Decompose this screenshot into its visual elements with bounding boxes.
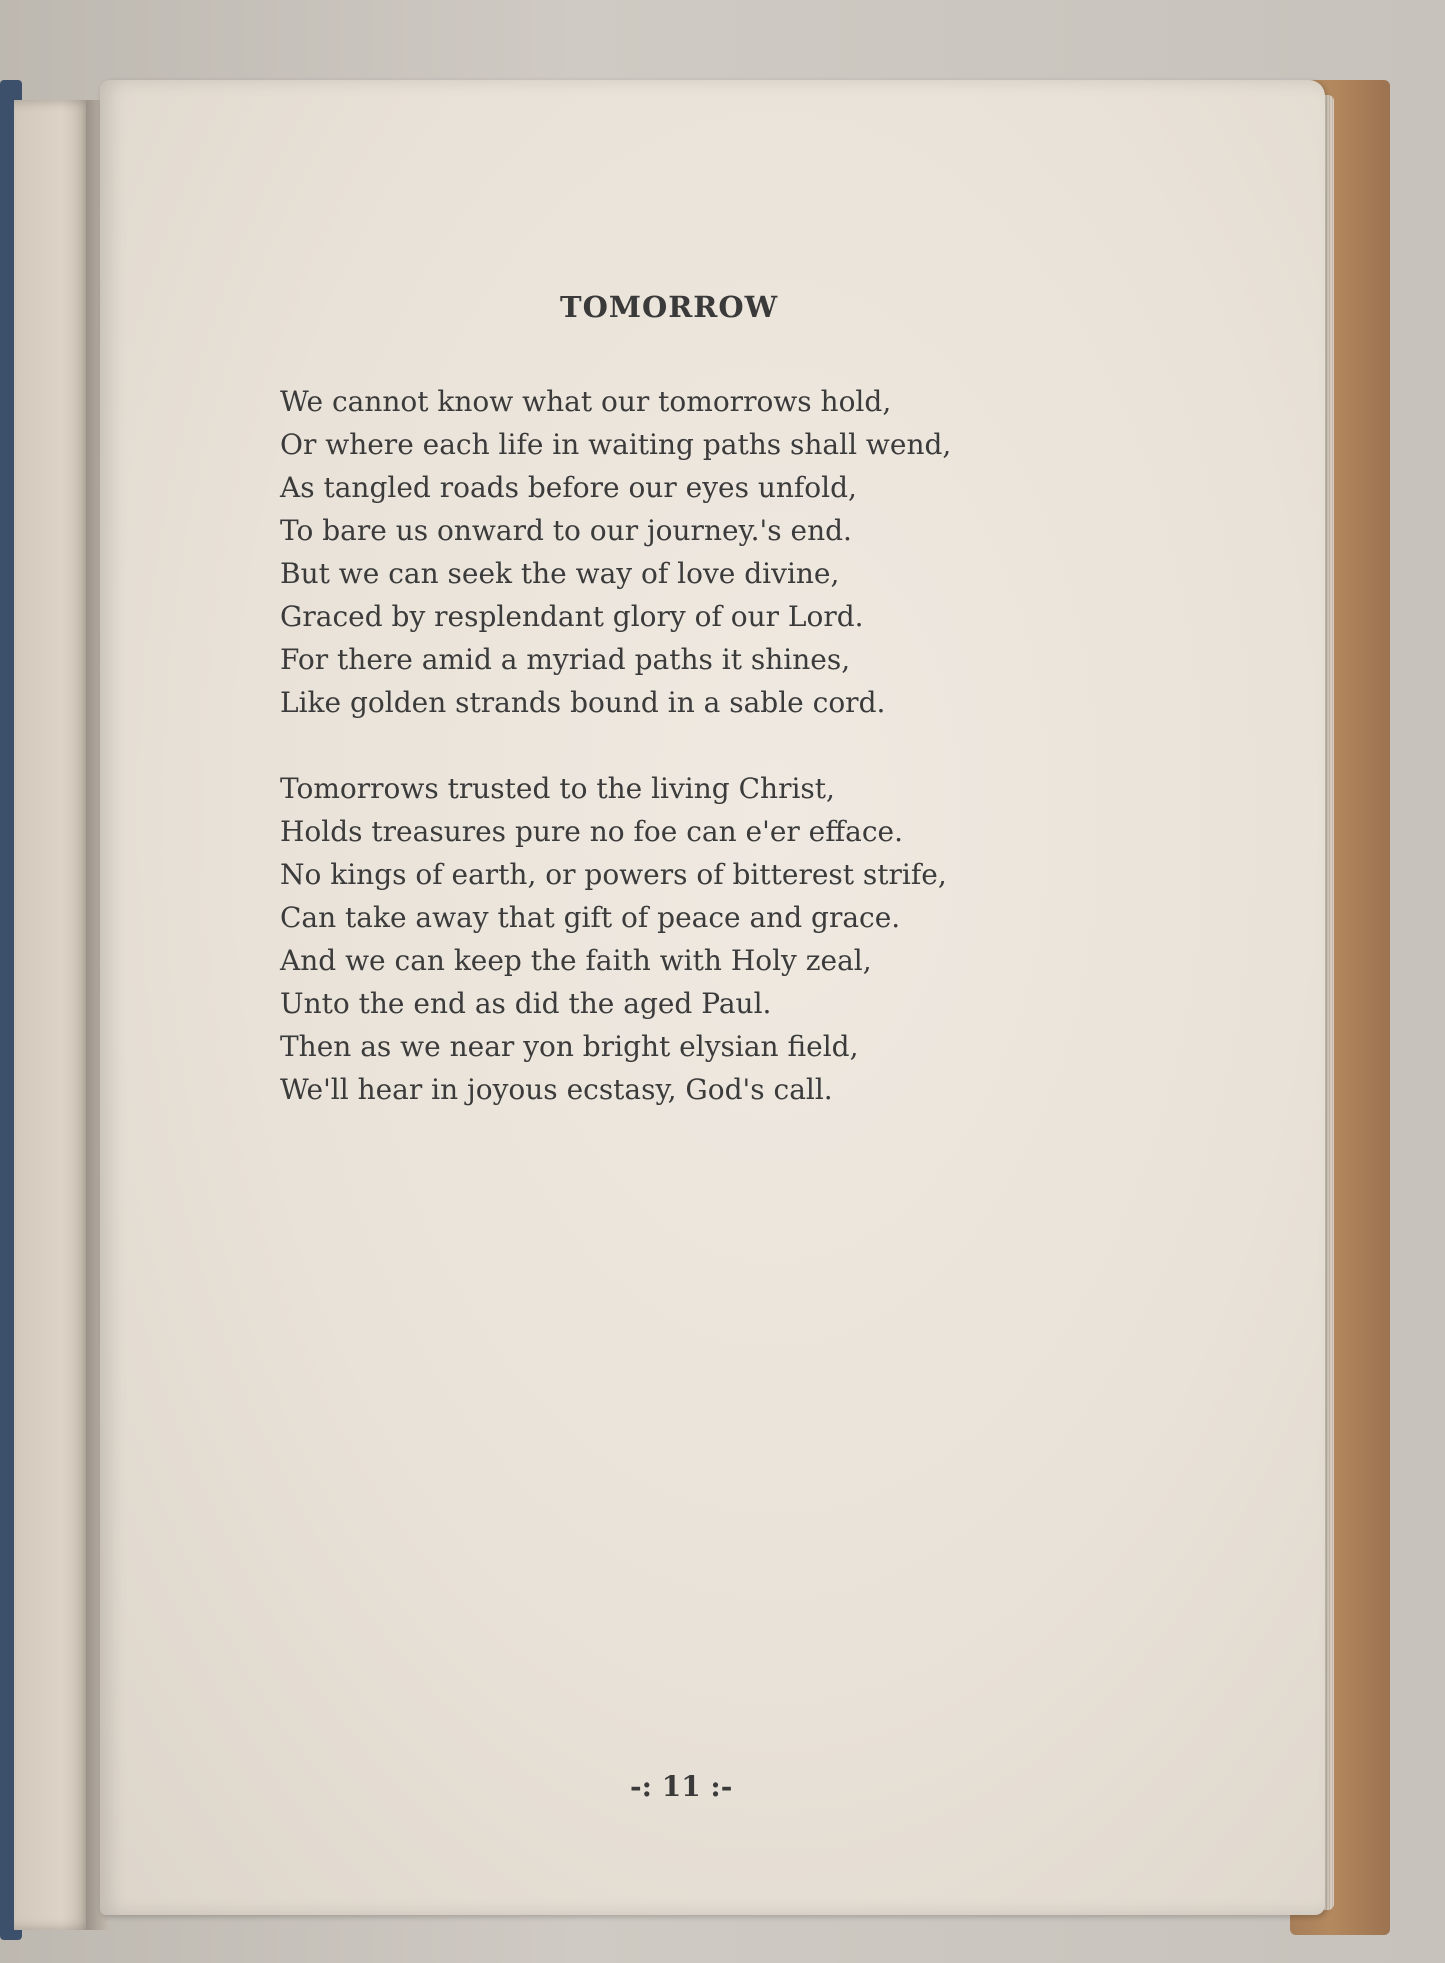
poem-line: Tomorrows trusted to the living Christ, — [280, 772, 835, 805]
poem-line: Like golden strands bound in a sable cord. — [280, 686, 886, 719]
poem-line: But we can seek the way of love divine, — [280, 557, 840, 590]
stanza-2 — [280, 767, 947, 1111]
left-page-edge — [14, 100, 94, 1930]
poem-line: Holds treasures pure no foe can e'er efface. — [280, 815, 903, 848]
poem-line: As tangled roads before our eyes unfold, — [280, 471, 857, 504]
page-number: -: 11 :- — [630, 1770, 733, 1803]
poem-line: Then as we near yon bright elysian field, — [280, 1030, 859, 1063]
poem-line: Graced by resplendant glory of our Lord. — [280, 600, 864, 633]
poem-line: And we can keep the faith with Holy zeal, — [280, 944, 872, 977]
poem-line: To bare us onward to our journey.'s end. — [280, 514, 852, 547]
poem-line: We cannot know what our tomorrows hold, — [280, 385, 892, 418]
poem-line: Or where each life in waiting paths shall wend, — [280, 428, 952, 461]
poem-line: Can take away that gift of peace and grace. — [280, 901, 901, 934]
poem-line: For there amid a myriad paths it shines, — [280, 643, 851, 676]
stanza-1 — [280, 380, 951, 724]
poem-title: TOMORROW — [560, 290, 779, 324]
poem-line: We'll hear in joyous ecstasy, God's call. — [280, 1073, 833, 1106]
poem-line: Unto the end as did the aged Paul. — [280, 987, 772, 1020]
poem-line: No kings of earth, or powers of bitterest strife, — [280, 858, 947, 891]
